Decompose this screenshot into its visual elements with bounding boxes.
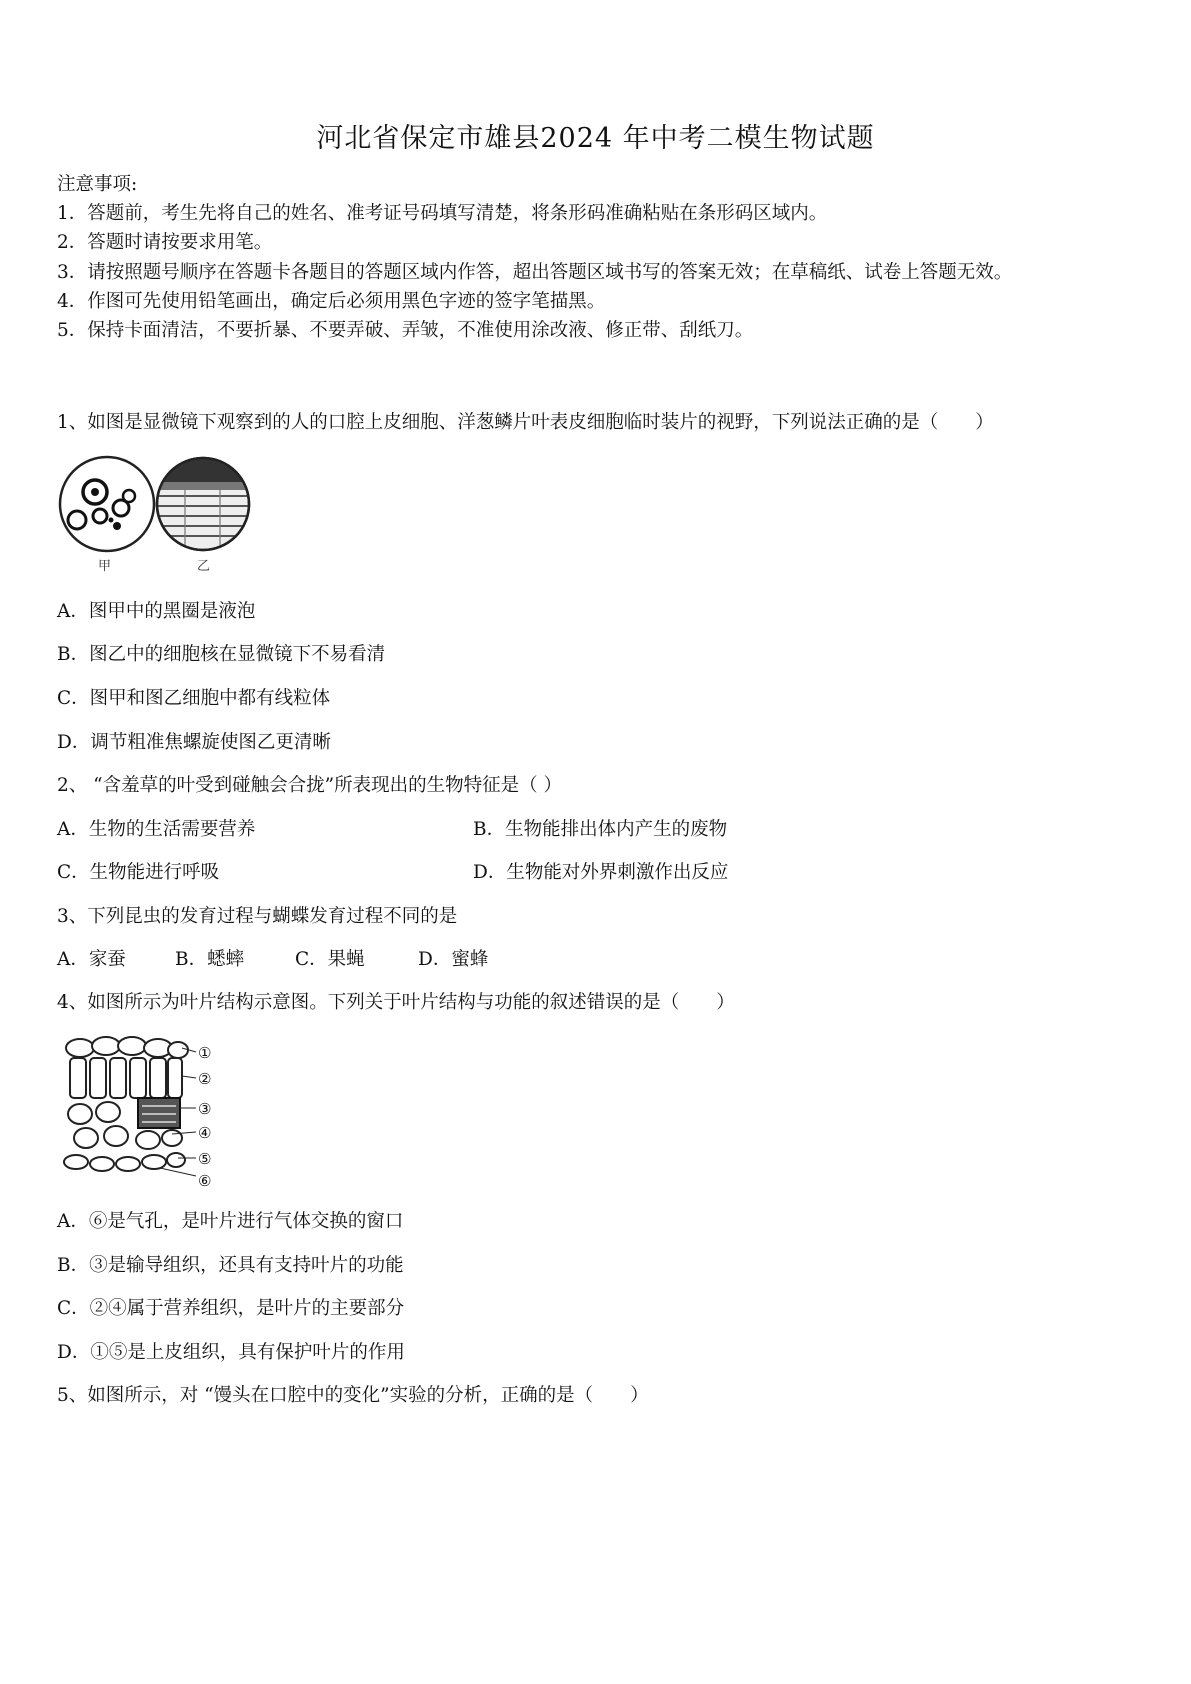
leaf-structure-figure [60, 1028, 225, 1193]
q5-stem: 5、如图所示，对 “馒头在口腔中的变化”实验的分析，正确的是（ ） [57, 1385, 649, 1406]
q4-option-d: D．①⑤是上皮组织，具有保护叶片的作用 [57, 1342, 405, 1363]
page-title: 河北省保定市雄县2024 年中考二模生物试题 [316, 123, 875, 154]
leaf-label-3: ③ [198, 1100, 212, 1118]
q4-option-a: A．⑥是气孔，是叶片进行气体交换的窗口 [57, 1211, 404, 1232]
q1-option-c: C．图甲和图乙细胞中都有线粒体 [57, 688, 331, 709]
q4-option-c: C．②④属于营养组织，是叶片的主要部分 [57, 1298, 405, 1319]
q4-option-b: B．③是输导组织，还具有支持叶片的功能 [57, 1255, 404, 1276]
leaf-label-4: ④ [198, 1124, 212, 1142]
leaf-label-5: ⑤ [198, 1150, 212, 1168]
q2-stem: 2、 “含羞草的叶受到碰触会合拢”所表现出的生物特征是（ ） [57, 775, 562, 796]
figure-jia-cheek-cells [60, 457, 154, 551]
leaf-label-6: ⑥ [198, 1172, 212, 1190]
figure-label-yi: 乙 [197, 559, 211, 574]
q1-option-d: D．调节粗准焦螺旋使图乙更清晰 [57, 732, 331, 753]
microscope-view-figure [55, 452, 255, 577]
notice-item-4: 4．作图可先使用铅笔画出，确定后必须用黑色字迹的签字笔描黑。 [57, 291, 606, 312]
notice-item-1: 1．答题前，考生先将自己的姓名、准考证号码填写清楚，将条形码准确粘贴在条形码区域内。 [57, 203, 828, 224]
notice-item-5: 5．保持卡面清洁，不要折暴、不要弄破、弄皱，不准使用涂改液、修正带、刮纸刀。 [57, 320, 754, 341]
q1-stem: 1、如图是显微镜下观察到的人的口腔上皮细胞、洋葱鳞片叶表皮细胞临时装片的视野，下列说法正确的是（ ） [57, 412, 994, 433]
q2-option-a: A．生物的生活需要营养 [57, 819, 256, 840]
notice-heading: 注意事项: [57, 174, 138, 195]
notice-item-3: 3．请按照题号顺序在答题卡各题目的答题区域内作答，超出答题区域书写的答案无效；在草稿纸、试卷上答题无效。 [57, 262, 1013, 283]
q3-stem: 3、下列昆虫的发育过程与蝴蝶发育过程不同的是 [57, 906, 458, 927]
figure-label-jia: 甲 [98, 559, 112, 574]
q2-option-b: B．生物能排出体内产生的废物 [473, 819, 728, 840]
q2-option-d: D．生物能对外界刺激作出反应 [473, 862, 729, 883]
notice-item-2: 2．答题时请按要求用笔。 [57, 232, 273, 253]
q2-option-c: C．生物能进行呼吸 [57, 862, 220, 883]
q3-option-c: C．果蝇 [295, 949, 365, 970]
q3-option-b: B．蟋蟀 [175, 949, 245, 970]
q3-option-a: A．家蚕 [57, 949, 126, 970]
q1-option-b: B．图乙中的细胞核在显微镜下不易看清 [57, 644, 386, 665]
leaf-label-1: ① [198, 1044, 212, 1062]
figure-yi-onion-cells [155, 456, 251, 550]
leaf-label-2: ② [198, 1070, 212, 1088]
q4-stem: 4、如图所示为叶片结构示意图。下列关于叶片结构与功能的叙述错误的是（ ） [57, 992, 735, 1013]
q1-option-a: A．图甲中的黑圈是液泡 [57, 601, 256, 622]
leaf-cross-section [64, 1037, 188, 1171]
q3-option-d: D．蜜蜂 [418, 949, 489, 970]
